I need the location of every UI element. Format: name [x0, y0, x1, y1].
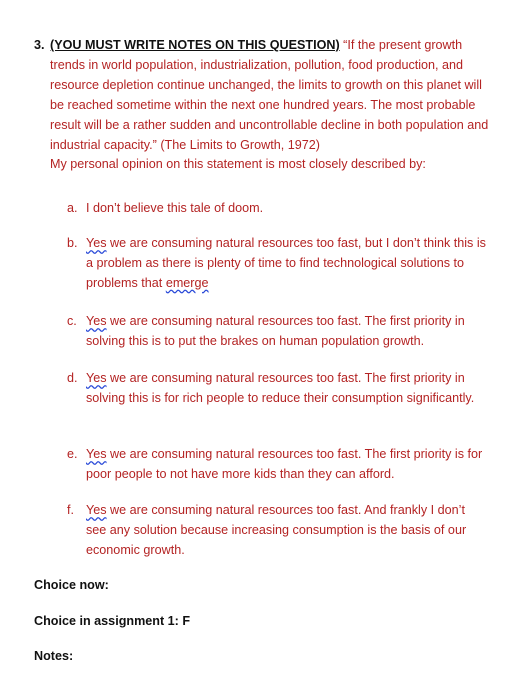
option-letter: b.	[67, 236, 78, 250]
choice-assignment-label: Choice in assignment 1: F	[34, 614, 191, 628]
option-text: we are consuming natural resources too fast. And frankly I don’t see any solution because increasing consumption is the basis of our economic growth.	[86, 503, 467, 557]
question-3	[34, 36, 494, 175]
option-letter: e.	[67, 447, 78, 461]
option-yes: Yes	[86, 447, 107, 461]
option-text: we are consuming natural resources too fast. The first priority in solving this is to put the brakes on human population growth.	[86, 314, 465, 348]
option-yes: Yes	[86, 236, 107, 250]
question-quote: “If the present growth trends in world population, industrialization, pollution, food production, and resource depletion continue unchanged, the limits to growth on this planet will be reached sometime within the next one hundred years. The most probable result will be a rather sudden and uncontrollable decline in both population and industrial capacity.” (The Limits to Growth, 1972)	[50, 38, 489, 152]
option-trailing-word: emerge	[165, 275, 209, 290]
option-text: I don’t believe this tale of doom.	[86, 201, 264, 215]
choice-now-label: Choice now:	[34, 578, 109, 592]
option-text: we are consuming natural resources too fast. The first priority is for poor people to not have more kids than they can afford.	[86, 447, 483, 481]
option-e	[67, 445, 487, 485]
question-prompt: My personal opinion on this statement is most closely described by:	[50, 157, 426, 172]
option-f	[67, 501, 487, 561]
option-letter: f.	[67, 503, 74, 517]
option-a	[67, 199, 487, 219]
question-number: 3.	[34, 38, 45, 52]
option-c	[67, 312, 487, 352]
option-text: we are consuming natural resources too fast, but I don’t think this is a problem as there is plenty of time to find technological solutions to problems that	[86, 236, 486, 290]
option-d	[67, 369, 487, 409]
option-b	[67, 234, 487, 294]
option-yes: Yes	[86, 371, 107, 385]
option-yes: Yes	[86, 314, 107, 328]
option-yes: Yes	[86, 503, 107, 517]
option-letter: d.	[67, 371, 78, 385]
option-letter: c.	[67, 314, 77, 328]
notes-label: Notes:	[34, 649, 74, 663]
option-letter: a.	[67, 201, 78, 215]
question-instruction: (YOU MUST WRITE NOTES ON THIS QUESTION)	[50, 38, 340, 52]
option-text: we are consuming natural resources too fast. The first priority in solving this is for rich people to reduce their consumption significantly.	[86, 371, 475, 405]
